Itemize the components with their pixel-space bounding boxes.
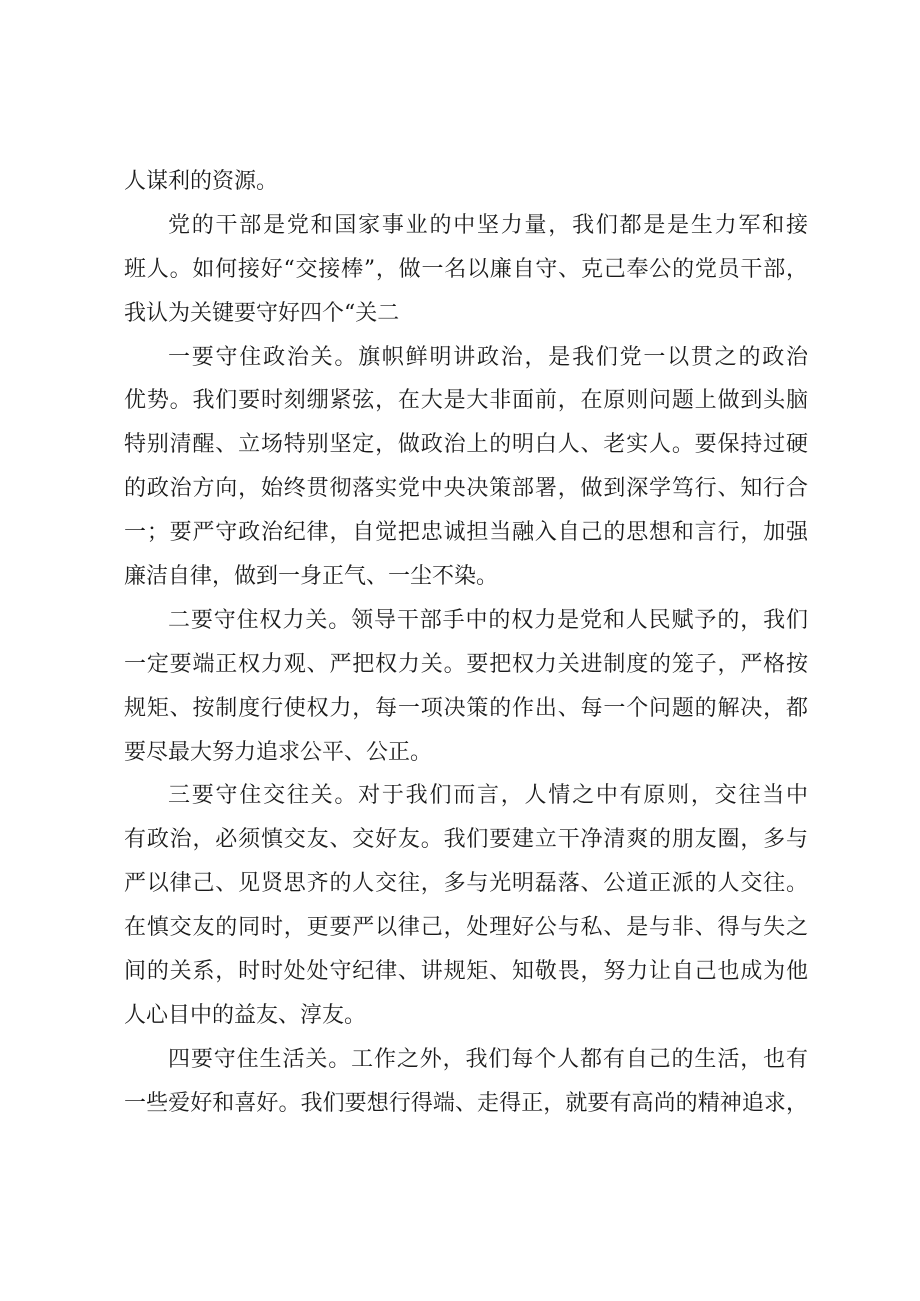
text-line: 二要守住权力关。领导干部手中的权力是党和人民赋予的，我们	[168, 607, 808, 633]
text-line: 优势。我们要时刻绷紧弦，在大是大非面前，在原则问题上做到头脑	[124, 388, 808, 414]
text-line: 在慎交友的同时，更要严以律己，处理好公与私、是与非、得与失之	[124, 915, 808, 941]
text-line: 我认为关键要守好四个“关二	[124, 300, 400, 326]
text-line: 要尽最大努力追求公平、公正。	[124, 739, 433, 765]
document-body	[124, 160, 808, 1126]
text-line: 三要守住交往关。对于我们而言，人情之中有原则，交往当中	[168, 783, 808, 809]
text-line: 特别清醒、立场特别坚定，做政治上的明白人、老实人。要保持过硬	[124, 432, 808, 458]
text-line: 严以律己、见贤思齐的人交往，多与光明磊落、公道正派的人交往。	[124, 871, 808, 897]
text-line: 一；要严守政治纪律，自觉把忠诚担当融入自己的思想和言行，加强	[124, 520, 808, 546]
paragraph	[124, 160, 808, 204]
text-line: 班人。如何接好“交接棒”，做一名以廉自守、克己奉公的党员干部，	[124, 256, 808, 282]
text-line: 廉洁自律，做到一身正气、一尘不染。	[124, 564, 499, 590]
text-line: 四要守住生活关。工作之外，我们每个人都有自己的生活，也有	[168, 1046, 808, 1072]
paragraph	[124, 774, 808, 1037]
text-line: 党的干部是党和国家事业的中坚力量，我们都是是生力军和接	[168, 212, 808, 238]
paragraph	[124, 1038, 808, 1126]
paragraph	[124, 204, 808, 336]
text-line: 人心目中的益友、淳友。	[124, 1002, 367, 1028]
text-line: 一要守住政治关。旗帜鲜明讲政治，是我们党一以贯之的政治	[168, 344, 808, 370]
text-line: 一些爱好和喜好。我们要想行得端、走得正，就要有高尚的精神追求，	[124, 1090, 808, 1116]
text-line: 间的关系，时时处处守纪律、讲规矩、知敬畏，努力让自己也成为他	[124, 959, 808, 985]
paragraph	[124, 599, 808, 775]
text-line: 有政治，必须慎交友、交好友。我们要建立干净清爽的朋友圈，多与	[124, 827, 808, 853]
text-line: 的政治方向，始终贯彻落实党中央决策部署，做到深学笃行、知行合	[124, 476, 808, 502]
text-line: 规矩、按制度行使权力，每一项决策的作出、每一个问题的解决，都	[124, 695, 808, 721]
paragraph	[124, 336, 808, 599]
text-line: 人谋利的资源。	[124, 169, 279, 194]
text-line: 一定要端正权力观、严把权力关。要把权力关进制度的笼子，严格按	[124, 651, 808, 677]
